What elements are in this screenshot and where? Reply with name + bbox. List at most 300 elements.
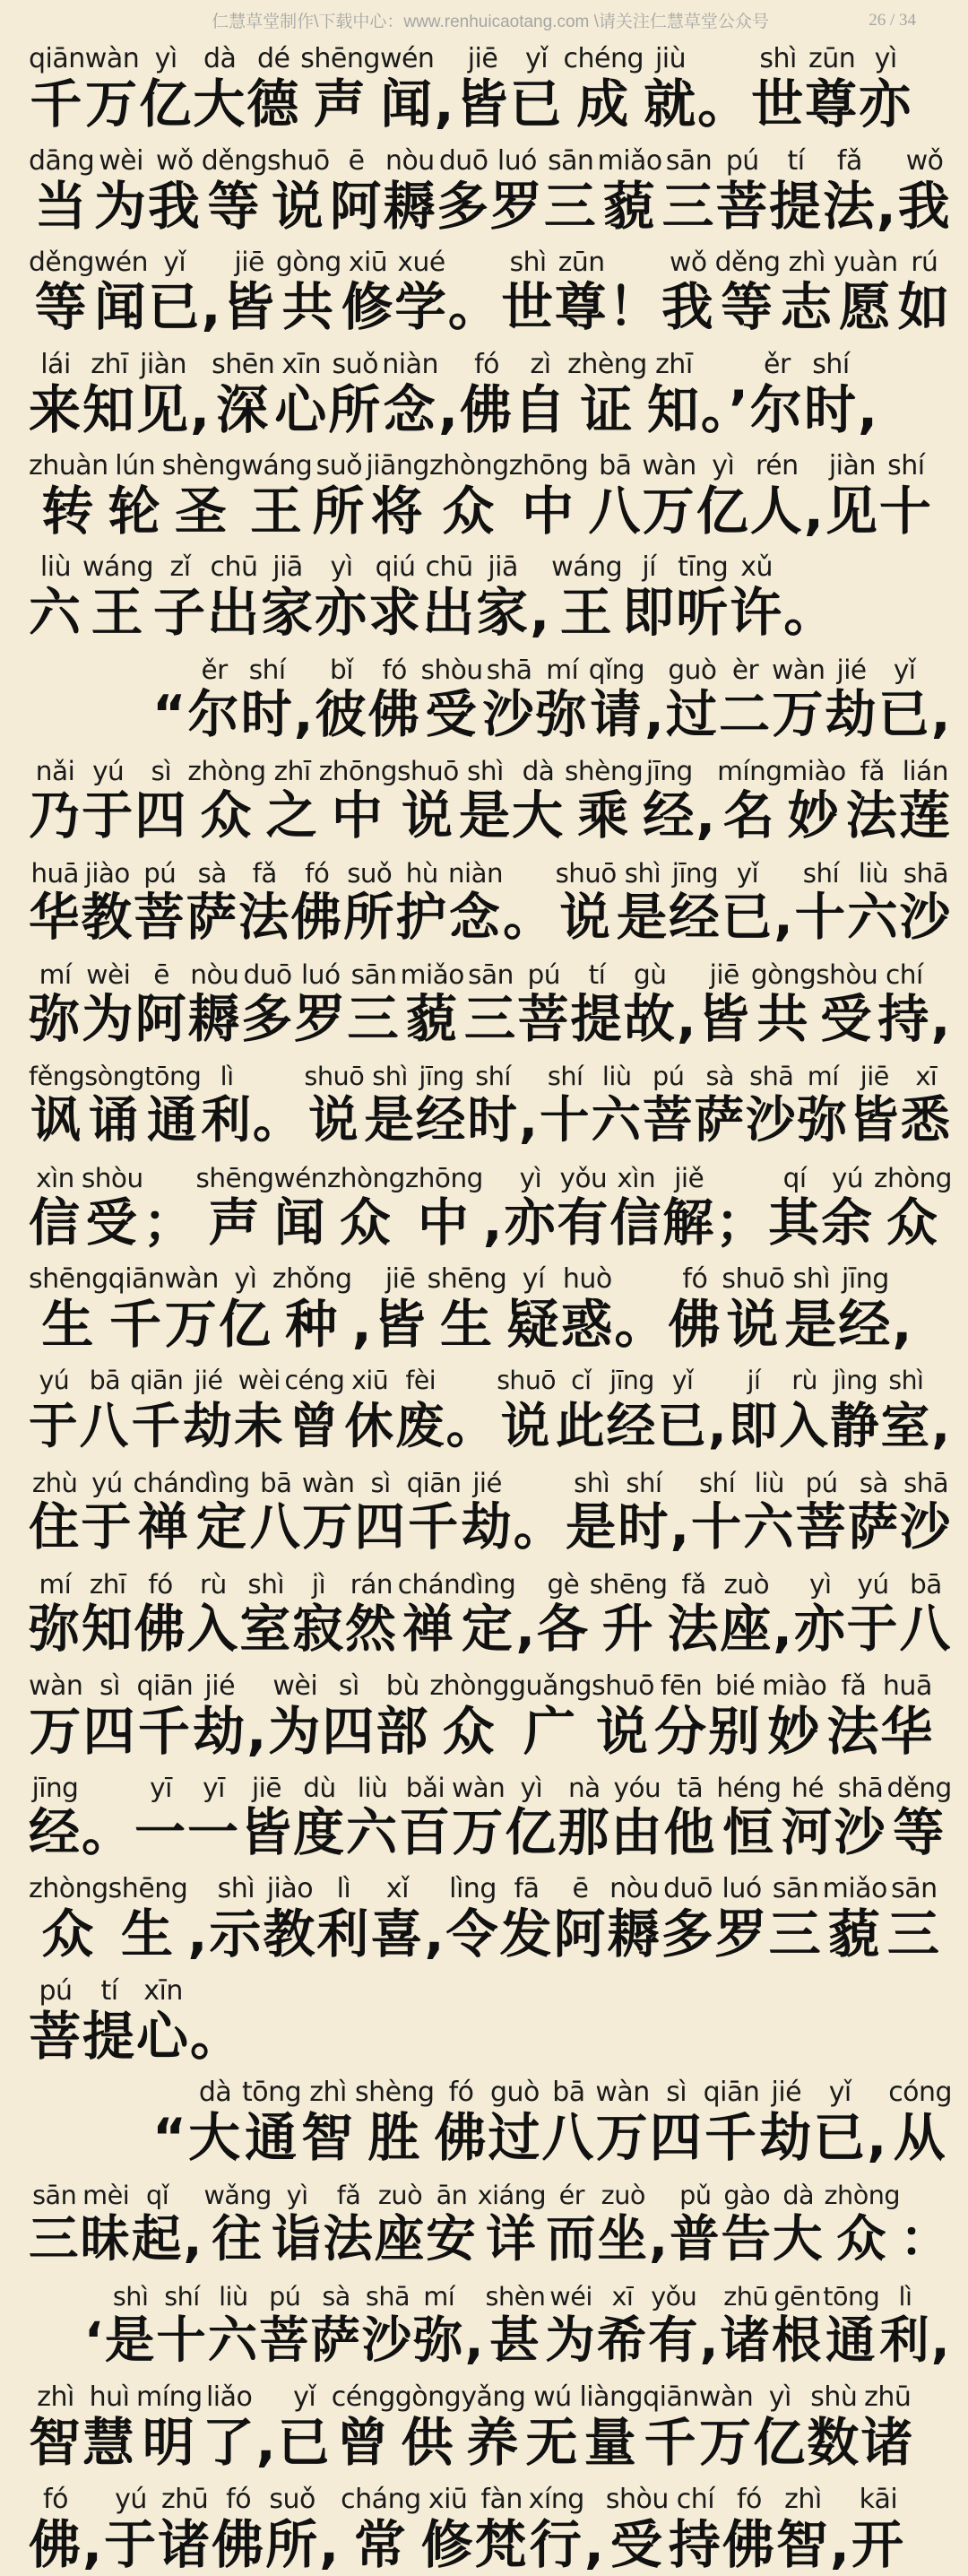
page-header <box>29 0 952 39</box>
hanzi: 提 <box>570 989 624 1049</box>
hanzi: 出 <box>207 582 262 644</box>
hanzi: 佛 <box>668 1294 722 1356</box>
text-line <box>29 746 952 847</box>
hanzi: 诸 <box>720 2311 772 2370</box>
pinyin: míng <box>717 756 782 787</box>
pinyin: miào <box>762 1670 827 1702</box>
hanzi: 千 <box>137 1700 192 1762</box>
hanzi: 提 <box>82 2005 137 2067</box>
hanzi: 皆 <box>240 1803 293 1863</box>
hanzi: , <box>773 1600 794 1660</box>
ruby-unit <box>291 858 344 950</box>
pinyin: suǒ <box>332 348 378 380</box>
pinyin: mèi <box>82 2179 130 2210</box>
text-line <box>29 2068 952 2169</box>
ruby-unit <box>162 451 242 542</box>
pinyin: zhì <box>37 2381 74 2414</box>
ruby-unit <box>483 1163 505 1254</box>
pinyin: zhū <box>723 2280 769 2311</box>
pinyin: fǎ <box>860 756 885 787</box>
hanzi: 生 <box>121 1904 176 1965</box>
pinyin: wén <box>93 247 148 279</box>
ruby-unit <box>362 2281 413 2372</box>
pinyin: bā <box>260 1467 292 1498</box>
ruby-unit <box>772 2281 823 2372</box>
ruby-unit <box>848 1468 900 1559</box>
hanzi: 亿 <box>139 74 194 135</box>
ruby-unit <box>380 44 435 135</box>
ruby-unit <box>698 959 751 1051</box>
ruby-unit <box>203 2180 271 2271</box>
pinyin: děng <box>29 247 94 279</box>
pinyin: yóu <box>613 1773 661 1804</box>
hanzi: 王 <box>249 480 304 542</box>
ruby-unit <box>622 552 676 644</box>
ruby-unit <box>545 2281 596 2372</box>
pinyin: zhì <box>309 2077 347 2109</box>
hanzi: 入 <box>779 1397 830 1455</box>
pinyin: céng <box>284 1366 345 1396</box>
text-line <box>29 1559 952 1661</box>
hanzi: , <box>82 2513 105 2575</box>
pinyin: dāng <box>29 144 95 177</box>
ruby-unit <box>618 1468 670 1559</box>
pinyin: wèi <box>99 144 143 177</box>
pinyin: shí <box>802 857 840 889</box>
ruby-unit <box>858 350 879 441</box>
hanzi: , <box>187 1904 210 1965</box>
pinyin: luó <box>301 958 341 990</box>
ruby-unit <box>29 2382 82 2474</box>
pinyin: dù <box>303 1773 336 1804</box>
pinyin: bā <box>89 1366 121 1396</box>
pinyin: xǐ <box>385 1873 409 1905</box>
pinyin: lì <box>336 1873 351 1905</box>
hanzi: , <box>930 2311 952 2370</box>
pinyin: mí <box>39 1569 72 1600</box>
pinyin: shòu <box>816 958 878 990</box>
hanzi: 中 <box>417 1193 471 1253</box>
hanzi: 声 <box>313 74 367 135</box>
hanzi: 告 <box>721 2209 774 2268</box>
ruby-unit <box>662 146 716 238</box>
ruby-unit <box>478 2180 546 2271</box>
ruby-unit <box>589 655 644 746</box>
text-line <box>29 135 952 237</box>
pinyin: suǒ <box>347 857 393 889</box>
ruby-unit <box>428 1264 507 1356</box>
ruby-unit <box>488 2077 541 2169</box>
ruby-unit <box>762 1671 826 1763</box>
pinyin: tōng <box>823 2280 880 2311</box>
hanzi: 入 <box>186 1600 240 1660</box>
ruby-unit <box>643 2382 699 2474</box>
hanzi: 就 <box>644 74 698 135</box>
ruby-unit <box>465 2281 486 2372</box>
hanzi: 四 <box>134 786 188 846</box>
ruby-unit <box>590 1569 668 1661</box>
pinyin: jí <box>642 551 656 584</box>
hanzi: , <box>255 2412 278 2474</box>
pinyin: niàn <box>382 348 438 380</box>
ruby-unit <box>823 2281 879 2372</box>
pinyin: gào <box>723 2179 771 2210</box>
hanzi: 萨 <box>694 1091 746 1150</box>
ruby-unit <box>187 1874 209 1965</box>
pinyin: dìng <box>460 1569 516 1600</box>
ruby-unit <box>134 756 187 847</box>
pinyin: shuō <box>304 1061 365 1092</box>
pinyin: fó <box>226 2483 252 2515</box>
ruby-unit <box>529 2485 584 2576</box>
hanzi: 无 <box>525 2412 580 2474</box>
text-line <box>29 34 952 135</box>
pinyin: shèng <box>161 449 242 481</box>
hanzi: 六 <box>207 2311 260 2370</box>
ruby-unit <box>877 146 898 238</box>
ruby-unit <box>609 1163 662 1254</box>
pinyin: jiā <box>488 551 518 584</box>
hanzi: 即 <box>622 582 677 644</box>
pinyin: děng <box>714 247 781 279</box>
ruby-unit <box>753 2382 807 2474</box>
hanzi: 三 <box>768 1904 823 1965</box>
ruby-unit <box>446 1366 497 1457</box>
hanzi: 菩 <box>715 175 770 237</box>
hanzi: 起 <box>131 2209 184 2268</box>
hanzi: 智 <box>775 2513 830 2575</box>
hanzi: 我 <box>147 175 202 237</box>
ruby-unit <box>642 451 696 542</box>
pinyin: fó <box>43 2483 68 2515</box>
pinyin: shèng <box>565 756 644 787</box>
hanzi: 万 <box>302 1497 355 1557</box>
ruby-unit <box>322 1671 376 1763</box>
hanzi: , <box>803 480 825 542</box>
pinyin: jīng <box>609 1366 654 1396</box>
ruby-unit <box>610 1773 663 1864</box>
pinyin: shuō <box>396 756 459 787</box>
hanzi: 沙 <box>361 2311 414 2370</box>
ruby-unit <box>874 1163 952 1254</box>
ruby-unit <box>781 247 834 339</box>
ruby-unit <box>394 247 448 339</box>
ruby-unit <box>880 1671 934 1763</box>
hanzi: 万 <box>164 1294 219 1356</box>
hanzi: 十 <box>690 1497 744 1557</box>
hanzi: 说 <box>596 1700 651 1762</box>
pinyin: guò <box>668 654 717 685</box>
ruby-unit <box>750 451 804 542</box>
pinyin: rén <box>755 449 799 481</box>
ruby-unit <box>716 1773 781 1864</box>
ruby-unit <box>29 2180 80 2271</box>
hanzi: 之 <box>265 786 319 846</box>
ruby-unit <box>784 1264 838 1356</box>
hanzi: 种 <box>285 1294 340 1356</box>
pinyin: huā <box>30 857 79 889</box>
ruby-unit <box>272 2180 323 2271</box>
text-line <box>29 1051 952 1152</box>
hanzi: 室 <box>880 1397 932 1455</box>
ruby-unit <box>136 1976 190 2068</box>
pinyin: lián <box>902 756 948 787</box>
ruby-unit <box>662 1163 715 1254</box>
hanzi: 法 <box>238 888 291 947</box>
ruby-unit <box>464 959 517 1051</box>
ruby-unit <box>238 858 291 950</box>
pinyin: mí <box>39 958 72 990</box>
pinyin: pú <box>39 1974 73 2007</box>
ruby-unit <box>80 2180 131 2271</box>
hanzi: 耨 <box>607 1904 661 1965</box>
ruby-unit <box>846 756 899 847</box>
pinyin: gēn <box>774 2280 821 2311</box>
ruby-unit <box>158 2485 212 2576</box>
pinyin: wéi <box>549 2280 592 2311</box>
hanzi: 是 <box>458 786 512 846</box>
pinyin: shèng <box>355 2077 435 2109</box>
hanzi: 护 <box>395 888 448 947</box>
hanzi: 他 <box>663 1803 717 1863</box>
pinyin: zhī <box>273 756 311 787</box>
pinyin: suǒ <box>269 2483 315 2515</box>
pinyin: shì <box>217 1873 255 1905</box>
pinyin: yǐ <box>163 247 186 279</box>
ruby-unit <box>82 2485 104 2576</box>
ruby-unit <box>426 2180 477 2271</box>
ruby-unit <box>82 350 136 441</box>
hanzi: 菩 <box>259 2311 311 2370</box>
hanzi: ！ <box>608 277 662 338</box>
hanzi: , <box>424 1904 446 1965</box>
pinyin: wèi <box>238 1366 281 1396</box>
ruby-unit <box>250 1468 302 1559</box>
pinyin: shí <box>547 1061 583 1092</box>
ruby-unit <box>134 1468 195 1559</box>
pinyin: shì <box>466 756 504 787</box>
ruby-unit <box>239 1569 292 1661</box>
ruby-unit <box>720 2281 771 2372</box>
pinyin: wàn <box>595 2077 650 2109</box>
pinyin: yī <box>203 1773 225 1804</box>
ruby-unit <box>826 1671 880 1763</box>
pinyin: miǎo <box>400 958 464 990</box>
hanzi: 菩 <box>517 989 571 1049</box>
pinyin: jīng <box>645 756 693 787</box>
pinyin: rán <box>350 1569 393 1600</box>
hanzi: 说 <box>401 786 454 846</box>
pinyin: yǐ <box>671 1366 694 1396</box>
ruby-unit <box>751 44 805 135</box>
hanzi: 听 <box>676 582 730 644</box>
pinyin: jīng <box>671 857 719 889</box>
hanzi: 请 <box>590 684 644 744</box>
pinyin: zhèng <box>567 348 647 380</box>
hanzi: 将 <box>370 480 425 542</box>
pinyin: fā <box>514 1873 540 1905</box>
hanzi: 时 <box>240 684 294 744</box>
hanzi: 分 <box>654 1700 709 1762</box>
ruby-unit <box>29 1366 80 1457</box>
ruby-unit <box>29 1061 84 1152</box>
pinyin: yì <box>520 1773 543 1804</box>
hanzi: 佛 <box>722 2513 776 2575</box>
pinyin: ér <box>558 2179 585 2210</box>
pinyin: cóng <box>888 2077 953 2109</box>
hanzi: 昧 <box>80 2209 132 2268</box>
hanzi: 藐 <box>602 175 657 237</box>
ruby-unit <box>546 2180 597 2271</box>
ruby-unit <box>768 1163 821 1254</box>
hanzi: 十 <box>878 480 933 542</box>
hanzi: 来 <box>29 378 83 440</box>
ruby-unit <box>246 44 300 135</box>
ruby-unit <box>234 1366 285 1457</box>
hanzi: 大 <box>773 2209 825 2268</box>
pinyin: shì <box>888 1366 924 1396</box>
ruby-unit <box>164 1264 218 1356</box>
hanzi: 万 <box>84 74 139 135</box>
ruby-unit <box>899 756 952 847</box>
ruby-unit <box>84 2281 105 2372</box>
pinyin: shì <box>112 2280 149 2311</box>
text-line <box>29 847 952 949</box>
ruby-unit <box>188 959 241 1051</box>
text-line <box>29 1356 951 1457</box>
hanzi: 。 <box>82 1803 134 1863</box>
pinyin: zūn <box>808 43 856 75</box>
hanzi: 慧 <box>82 2412 137 2474</box>
hanzi: 万 <box>772 684 825 744</box>
ruby-unit <box>501 247 555 339</box>
ruby-unit <box>730 552 783 644</box>
pinyin: jí <box>747 1366 761 1396</box>
pinyin: bǐ <box>330 654 353 685</box>
pinyin: fó <box>148 1569 173 1600</box>
hanzi: 沙 <box>899 888 953 947</box>
ruby-unit <box>341 2485 420 2576</box>
hanzi: 悉 <box>900 1091 953 1150</box>
pinyin: lì <box>220 1061 234 1092</box>
pinyin: yǐ <box>524 43 549 75</box>
hanzi: 已 <box>877 684 931 744</box>
ruby-unit <box>614 1264 668 1356</box>
ruby-unit <box>483 655 536 746</box>
pinyin: yǎng <box>461 2381 526 2414</box>
hanzi: 通 <box>825 2311 877 2370</box>
text-line <box>29 950 952 1051</box>
pinyin: shì <box>624 857 661 889</box>
hanzi: 说 <box>308 1091 360 1150</box>
ruby-unit <box>345 1569 398 1661</box>
hanzi: 六 <box>743 1497 796 1557</box>
pinyin: shēng <box>195 1162 274 1193</box>
pinyin: shuō <box>266 144 330 177</box>
ruby-unit <box>879 451 933 542</box>
hanzi: 王 <box>559 582 614 644</box>
pinyin: hé <box>791 1773 824 1804</box>
ruby-unit <box>448 247 502 339</box>
ruby-unit <box>188 655 241 746</box>
ruby-unit <box>456 44 510 135</box>
hanzi: 坐 <box>597 2209 650 2268</box>
hanzi: 定 <box>195 1497 249 1557</box>
pinyin: wàn <box>84 43 140 75</box>
pinyin: chán <box>397 1569 461 1600</box>
ruby-unit <box>830 1366 881 1457</box>
hanzi: , <box>583 2513 606 2575</box>
hanzi: 。 <box>614 1294 669 1356</box>
ruby-unit <box>504 1163 557 1254</box>
hanzi: 各 <box>536 1600 590 1660</box>
ruby-unit <box>722 858 774 950</box>
ruby-unit <box>564 44 644 135</box>
hanzi: 菩 <box>642 1091 695 1150</box>
hanzi: , <box>867 2107 889 2169</box>
ruby-unit <box>746 1061 798 1152</box>
hanzi: 生 <box>41 1294 96 1356</box>
pinyin: yú <box>831 1162 864 1193</box>
ruby-unit <box>663 1773 716 1864</box>
hanzi: 持 <box>877 989 931 1049</box>
hanzi: 为 <box>94 175 148 237</box>
pinyin: xiū <box>348 247 388 279</box>
pinyin: yǒu <box>651 2280 697 2311</box>
ruby-unit <box>798 1061 850 1152</box>
hanzi: 已 <box>509 74 564 135</box>
pinyin: shì <box>574 1467 610 1498</box>
pinyin: pǔ <box>679 2179 712 2210</box>
ruby-unit <box>267 146 330 238</box>
ruby-unit <box>776 2485 830 2576</box>
pinyin: pú <box>269 2280 301 2311</box>
hanzi: 皆 <box>222 277 276 338</box>
ruby-unit <box>29 1163 82 1254</box>
ruby-unit <box>699 2382 753 2474</box>
ruby-unit <box>694 1061 746 1152</box>
ruby-unit <box>208 2281 259 2372</box>
hanzi: 三 <box>886 1904 941 1965</box>
pinyin: jiē <box>251 1773 281 1804</box>
hanzi: ； <box>143 1193 196 1253</box>
hanzi: 六 <box>591 1091 643 1150</box>
ruby-unit <box>816 959 877 1051</box>
ruby-unit <box>867 2077 888 2169</box>
ruby-unit <box>302 1468 355 1559</box>
ruby-unit <box>717 756 782 847</box>
ruby-unit <box>332 2382 395 2474</box>
hanzi: 千 <box>109 1294 164 1356</box>
pinyin: wàn <box>301 1467 355 1498</box>
pinyin: jié <box>836 654 867 685</box>
ruby-unit <box>29 552 82 644</box>
ruby-unit <box>315 552 368 644</box>
hanzi: 三 <box>661 175 716 237</box>
ruby-unit <box>294 959 347 1051</box>
hanzi: 等 <box>721 277 774 338</box>
pinyin: zhī <box>655 348 693 380</box>
hanzi: 由 <box>610 1803 664 1863</box>
ruby-unit <box>82 959 134 1051</box>
ruby-unit <box>708 1366 729 1457</box>
ruby-unit <box>352 1264 374 1356</box>
pinyin: zhī <box>89 1569 126 1600</box>
ruby-unit <box>779 1366 830 1457</box>
ruby-unit <box>82 1773 134 1864</box>
pinyin: shí <box>698 1467 736 1498</box>
pinyin: fǎ <box>836 144 862 177</box>
